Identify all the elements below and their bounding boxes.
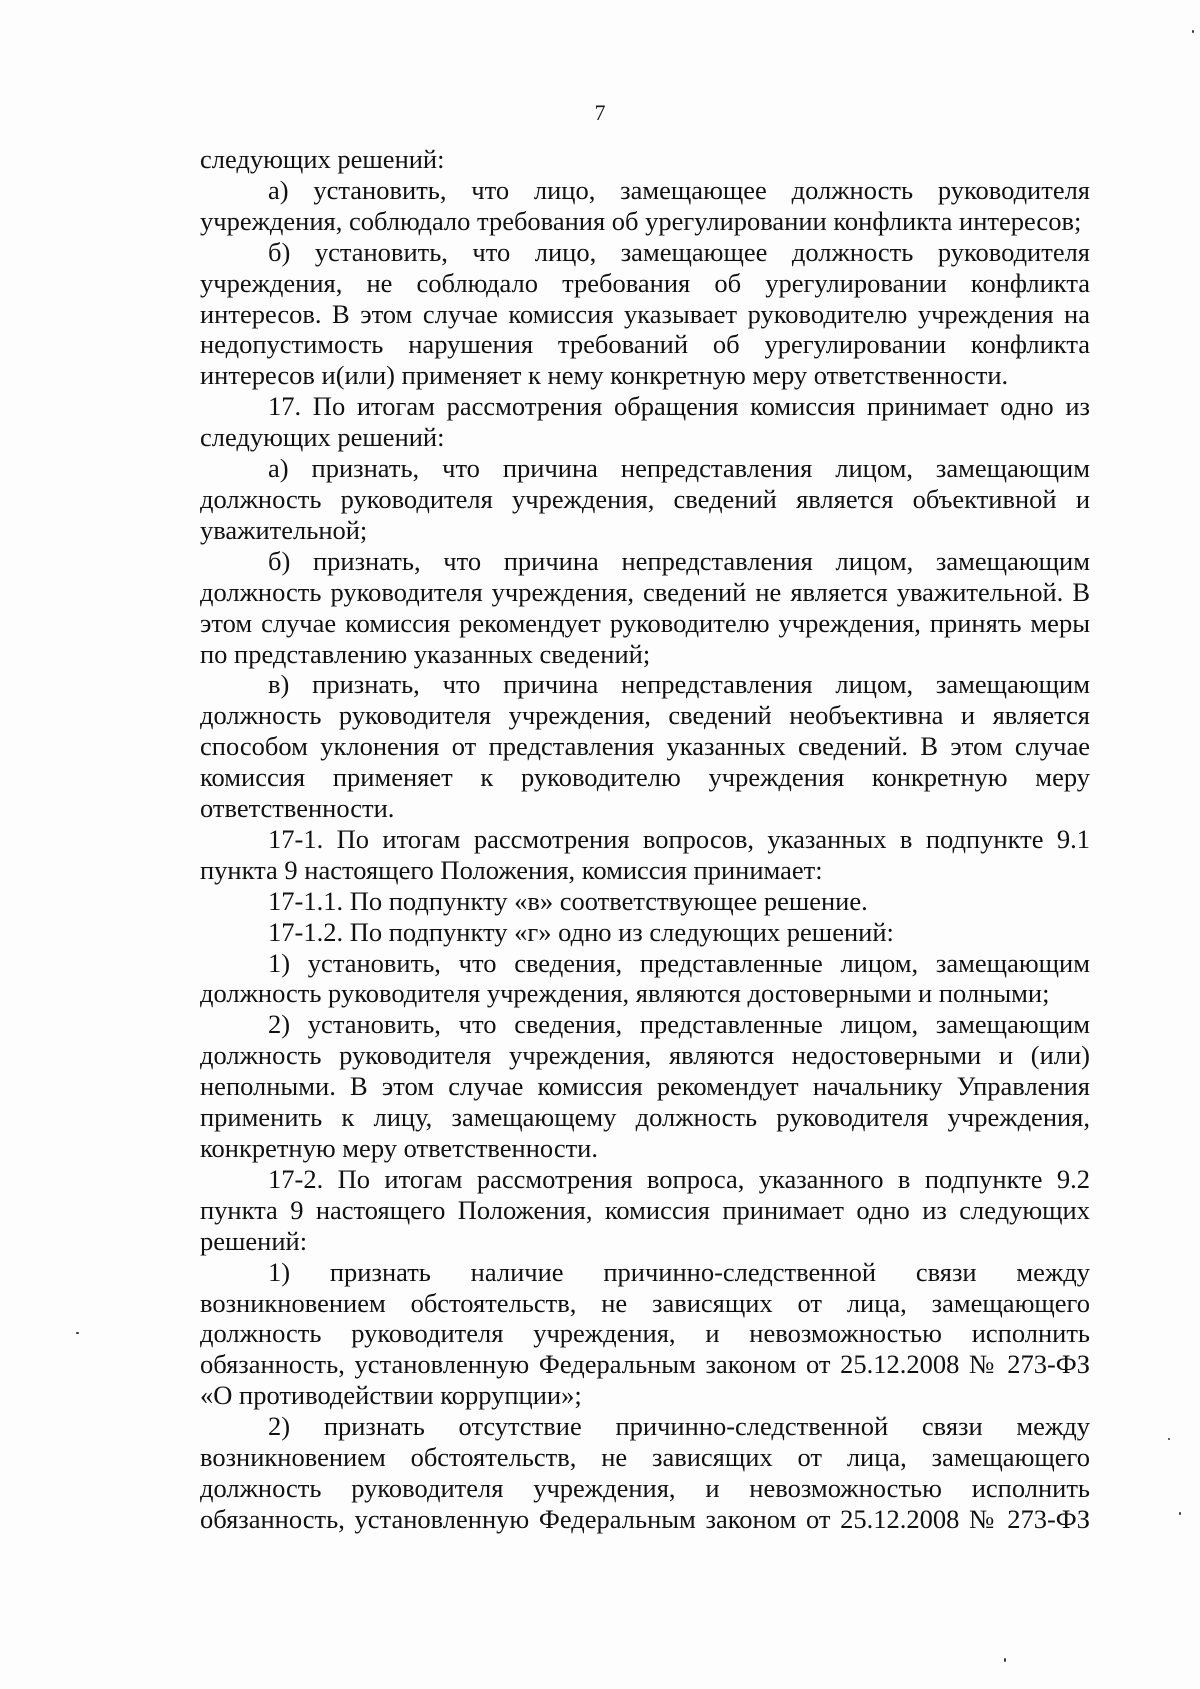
paragraph-item-16a: а) установить, что лицо, замещающее должность руководителя учреждения, соблюдало требования об урегулировании конфликта интересов; (200, 174, 1090, 236)
scan-speck (1192, 30, 1194, 33)
paragraph-item-17-1-2-1: 1) установить, что сведения, представленные лицом, замещающим должность руководителя учреждения, являются достоверными и полными; (200, 947, 1090, 1009)
page-number: 7 (594, 100, 606, 125)
paragraph-clause-17-1: 17-1. По итогам рассмотрения вопросов, указанных в подпункте 9.1 пункта 9 настоящего Положения, комиссия принимает: (200, 823, 1090, 885)
paragraph-item-17-1-2-2: 2) установить, что сведения, представленные лицом, замещающим должность руководителя учреждения, являются недостоверными и (или) неполными. В этом случае комиссия рекомендует начальнику Управления применить к лицу, замещающему должность руководителя учреждения, конкретную меру ответственности. (200, 1009, 1090, 1163)
paragraph-item-17v: в) признать, что причина непредставления лицом, замещающим должность руководителя учреждения, сведений необъективна и является способом уклонения от представления указанных сведений. В этом случае комиссия применяет к руководителю учреждения конкретную меру ответственности. (200, 669, 1090, 824)
scan-speck (76, 1332, 79, 1334)
paragraph-clause-17-1-2: 17-1.2. По подпункту «г» одно из следующих решений: (268, 916, 894, 947)
paragraph-item-17a: а) признать, что причина непредставления лицом, замещающим должность руководителя учреждения, сведений является объективной и уважительной; (200, 453, 1090, 545)
document-body (200, 144, 1090, 1535)
scan-speck (1004, 1658, 1006, 1662)
paragraph-clause-17-2: 17-2. По итогам рассмотрения вопроса, указанного в подпункте 9.2 пункта 9 настоящего Положения, комиссия принимает одно из следующих решений: (200, 1163, 1090, 1256)
paragraph-item-17b: б) признать, что причина непредставления лицом, замещающим должность руководителя учреждения, сведений не является уважительной. В этом случае комиссия рекомендует руководителю учреждения, принять меры по представлению указанных сведений; (200, 545, 1090, 669)
scan-speck (1179, 1512, 1181, 1515)
paragraph-item-17-2-2: 2) признать отсутствие причинно-следственной связи между возникновением обстоятельств, не зависящих от лица, замещающего должность руководителя учреждения, и невозможностью исполнить обязанность, установленную Федеральным законом от 25.12.2008 № 273-ФЗ (200, 1411, 1090, 1534)
paragraph-clause-17: 17. По итогам рассмотрения обращения комиссия принимает одно из следующих решений: (200, 391, 1090, 453)
paragraph-continuation: следующих решений: (200, 144, 445, 174)
paragraph-item-16b: б) установить, что лицо, замещающее должность руководителя учреждения, не соблюдало требования об урегулировании конфликта интересов. В этом случае комиссия указывает руководителю учреждения на недопустимость нарушения требований об урегулировании конфликта интересов и(или) применяет к нему конкретную меру ответственности. (200, 236, 1090, 391)
paragraph-item-17-2-1: 1) признать наличие причинно-следственной связи между возникновением обстоятельств, не зависящих от лица, замещающего должность руководителя учреждения, и невозможностью исполнить обязанность, установленную Федеральным законом от 25.12.2008 № 273-ФЗ «О противодействии коррупции»; (200, 1256, 1090, 1411)
scan-speck (1168, 1438, 1170, 1440)
paragraph-clause-17-1-1: 17-1.1. По подпункту «в» соответствующее решение. (268, 885, 868, 916)
